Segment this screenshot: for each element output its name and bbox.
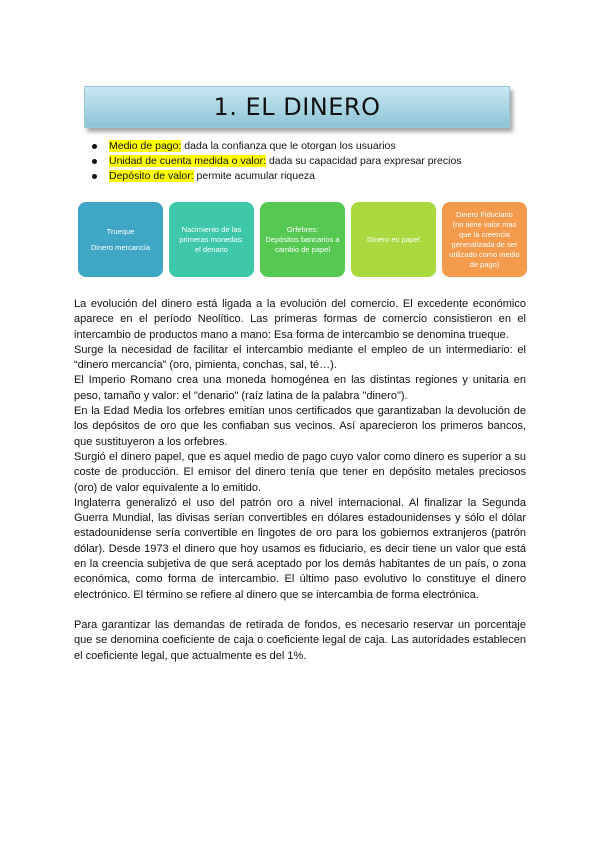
- list-item-text: dada su capacidad para expresar precios: [266, 155, 462, 167]
- list-item: [90, 139, 462, 154]
- paragraph: Surgió el dinero papel, que es aquel medio de pago cuyo valor como dinero es superior a su coste de producción. El emisor del dinero tenía que tener en depósito metales preciosos (oro) de valor equivalente a lo emitido.: [74, 450, 526, 494]
- flow-box-title: Orfebres:: [286, 224, 319, 234]
- flow-box-trueque: [78, 202, 163, 277]
- list-item: [90, 169, 462, 184]
- highlighted-label: Medio de pago:: [109, 140, 182, 152]
- paragraph: En la Edad Media los orfebres emitían unos certificados que garantizaban la devolución de los depósitos de oro que les confiaban sus vecinos. Así aparecieron los primeros bancos, que sustituyeron a los orfebres.: [74, 405, 526, 448]
- flow-box-dinero-papel: [351, 202, 436, 277]
- highlighted-label: Unidad de cuenta medida o valor:: [109, 155, 267, 167]
- list-item-text: dada la confianza que le otorgan los usuarios: [181, 140, 396, 152]
- flow-box-text: Dinero mercancía: [90, 242, 151, 252]
- flow-box-title: Dinero Fiduciario: [456, 209, 513, 219]
- list-item-text: permite acumular riqueza: [193, 170, 316, 182]
- title-banner: [84, 86, 510, 128]
- money-evolution-diagram: [78, 202, 530, 277]
- paragraph: Para garantizar las demandas de retirada de fondos, es necesario reservar un porcentaje que se denomina coeficiente de caja o coeficiente legal de caja. Las autoridades establecen el coeficiente legal, que actualmente es del 1%.: [74, 618, 526, 662]
- flow-box-monedas: [169, 202, 254, 277]
- flow-box-fiduciario: [442, 202, 527, 277]
- body-text: [74, 297, 526, 664]
- flow-box-orfebres: [260, 202, 345, 277]
- paragraph: Inglaterra generalizó el uso del patrón oro a nivel internacional. Al finalizar la Segunda Guerra Mundial, las divisas serían convertibles en dólares estadounidenses y sólo el dólar estadounidense sería convertible en lingotes de oro para los gobiernos extranjeros (patrón dólar). Desde 1973 el dinero que hoy usamos es fiduciario, es decir tiene un valor que está en la creencia subjetiva de que será aceptado por los demás habitantes de un país, o zona económica, como forma de intercambio. El último paso evolutivo lo constituye el dinero electrónico. El término se refiere al dinero que se intercambia de forma electrónica.: [74, 496, 526, 601]
- paragraph: Surge la necesidad de facilitar el intercambio mediante el empleo de un intermediario: el “dinero mercancía” (oro, pimienta, conchas, sal, té…).: [74, 343, 526, 372]
- list-item: [90, 154, 462, 169]
- paragraph: La evolución del dinero está ligada a la evolución del comercio. El excedente económico aparece en el período Neolítico. Las primeras formas de comercio consistieron en el intercambio de productos mano a mano: Esa forma de intercambio se denomina trueque.: [74, 298, 526, 341]
- flow-box-text: el denario: [195, 244, 228, 254]
- highlighted-label: Depósito de valor:: [109, 170, 194, 182]
- flow-box-text: (no tiene valor mas que la creencia generalizada de ser utilizado como medio de pago): [449, 219, 520, 269]
- paragraph: El Imperio Romano crea una moneda homogénea en las distintas regiones y unitaria en peso, tamaño y valor: el "denario" (raíz latina de la palabra "dinero").: [74, 374, 526, 402]
- page-title: 1. EL DINERO: [213, 93, 381, 121]
- flow-box-text: Depósitos bancarios a cambio de papel: [265, 234, 340, 254]
- flow-box-title: Nacimiento de las primeras monedas:: [179, 224, 244, 244]
- money-functions-list: [90, 139, 462, 184]
- flow-box-title: Dinero en papel: [367, 234, 420, 244]
- flow-box-title: Trueque: [106, 226, 135, 236]
